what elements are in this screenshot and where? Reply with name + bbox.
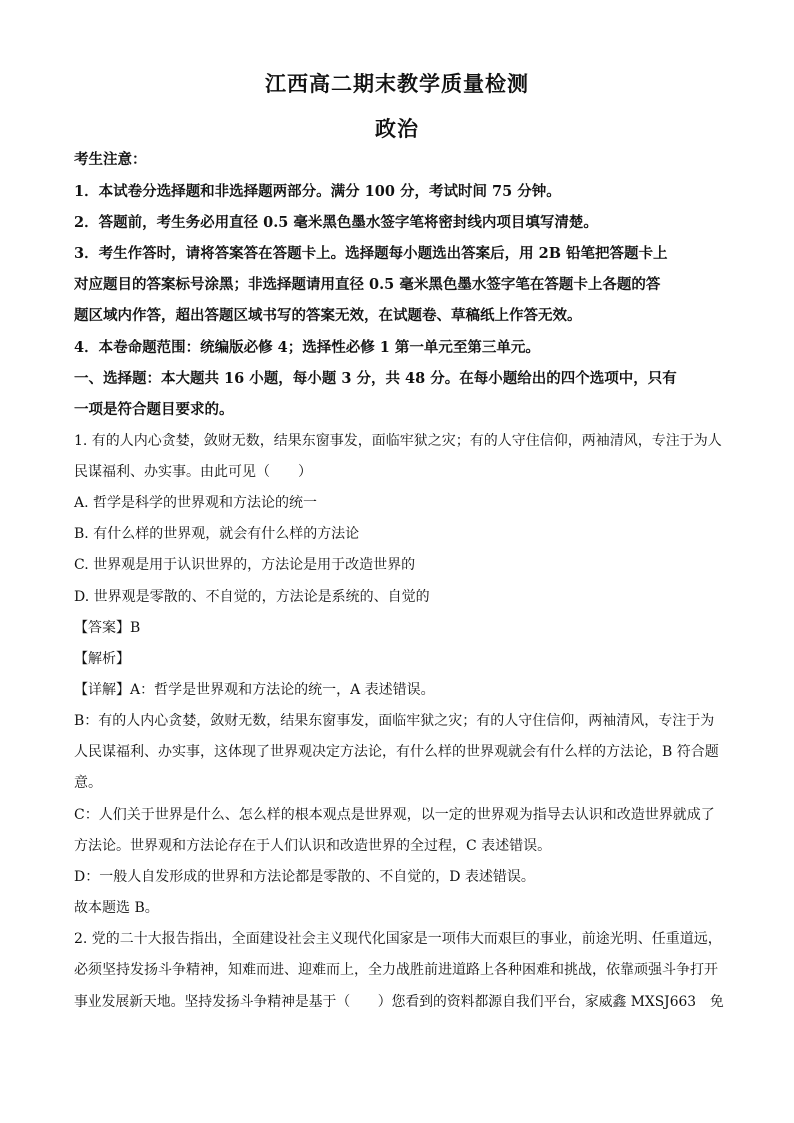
q1-stem-line-1: 1. 有的人内心贪婪，敛财无数，结果东窗事发，面临牢狱之灾；有的人守住信仰，两袖清风，专注于为人: [74, 433, 722, 449]
section-heading-line-1: 一、选择题：本大题共 16 小题，每小题 3 分，共 48 分。在每小题给出的四个选项中，只有: [74, 370, 677, 387]
notice-item-3-line-3: 题区域内作答，超出答题区域书写的答案无效，在试题卷、草稿纸上作答无效。: [74, 307, 582, 324]
q1-detail-line-6: 方法论。世界观和方法论存在于人们认识和改造世界的全过程，C 表述错误。: [74, 838, 552, 854]
notice-heading: 考生注意：: [74, 151, 147, 168]
notice-item-3-line-1: 3．考生作答时，请将答案答在答题卡上。选择题每小题选出答案后，用 2B 铅笔把答题卡上: [74, 245, 668, 262]
q2-stem-line-2: 必须坚持发扬斗争精神，知难而进、迎难而上，全力战胜前进道路上各种困难和挑战，依靠顽强斗争打开: [74, 962, 718, 978]
document-title: 江西高二期末教学质量检测: [265, 71, 529, 96]
q1-analysis-label: 【解析】: [74, 651, 130, 667]
q1-answer: [74, 618, 724, 638]
q1-detail-line-3: 人民谋福利、办实事，这体现了世界观决定方法论，有什么样的世界观就会有什么样的方法论，B 符合题: [74, 744, 719, 760]
q1-option-b: B. 有什么样的世界观，就会有什么样的方法论: [74, 526, 360, 542]
q1-detail-line-2: B：有的人内心贪婪，敛财无数，结果东窗事发，面临牢狱之灾；有的人守住信仰，两袖清风，专注于为: [74, 713, 715, 729]
notice-item-4: 4．本卷命题范围：统编版必修 4；选择性必修 1 第一单元至第三单元。: [74, 339, 540, 356]
q1-detail-line-8: 故本题选 B。: [74, 900, 159, 916]
q1-option-a: A. 哲学是科学的世界观和方法论的统一: [74, 495, 318, 511]
q1-option-c: C. 世界观是用于认识世界的，方法论是用于改造世界的: [74, 557, 416, 573]
notice-item-1: 1．本试卷分选择题和非选择题两部分。满分 100 分，考试时间 75 分钟。: [74, 183, 561, 200]
q2-stem-line-1: 2. 党的二十大报告指出，全面建设社会主义现代化国家是一项伟大而艰巨的事业，前途光明、任重道远，: [74, 931, 722, 947]
q1-detail-line-1: 【详解】A：哲学是世界观和方法论的统一，A 表述错误。: [74, 682, 435, 698]
notice-item-2: 2．答题前，考生务必用直径 0.5 毫米黑色墨水签字笔将密封线内项目填写清楚。: [74, 214, 598, 231]
notice-item-3-line-2: 对应题目的答案标号涂黑；非选择题请用直径 0.5 毫米黑色墨水签字笔在答题卡上各题的答: [74, 276, 661, 293]
answer-value: B: [130, 620, 141, 636]
q1-detail-line-7: D：一般人自发形成的世界和方法论都是零散的、不自觉的，D 表述错误。: [74, 869, 535, 885]
q1-detail-line-5: C：人们关于世界是什么、怎么样的根本观点是世界观，以一定的世界观为指导去认识和改造世界就成了: [74, 807, 715, 823]
q2-stem-line-3: 事业发展新天地。坚持发扬斗争精神是基于（ ）您看到的资料都源自我们平台，家威鑫 MXSJ663 免: [74, 994, 724, 1010]
answer-label: 【答案】: [74, 620, 130, 636]
subject-title: 政治: [375, 116, 419, 141]
q1-detail-line-4: 意。: [74, 775, 102, 791]
q1-stem-line-2: 民谋福利、办实事。由此可见（ ）: [74, 464, 312, 480]
q1-option-d: D. 世界观是零散的、不自觉的，方法论是系统的、自觉的: [74, 589, 430, 605]
section-heading-line-2: 一项是符合题目要求的。: [74, 401, 234, 418]
